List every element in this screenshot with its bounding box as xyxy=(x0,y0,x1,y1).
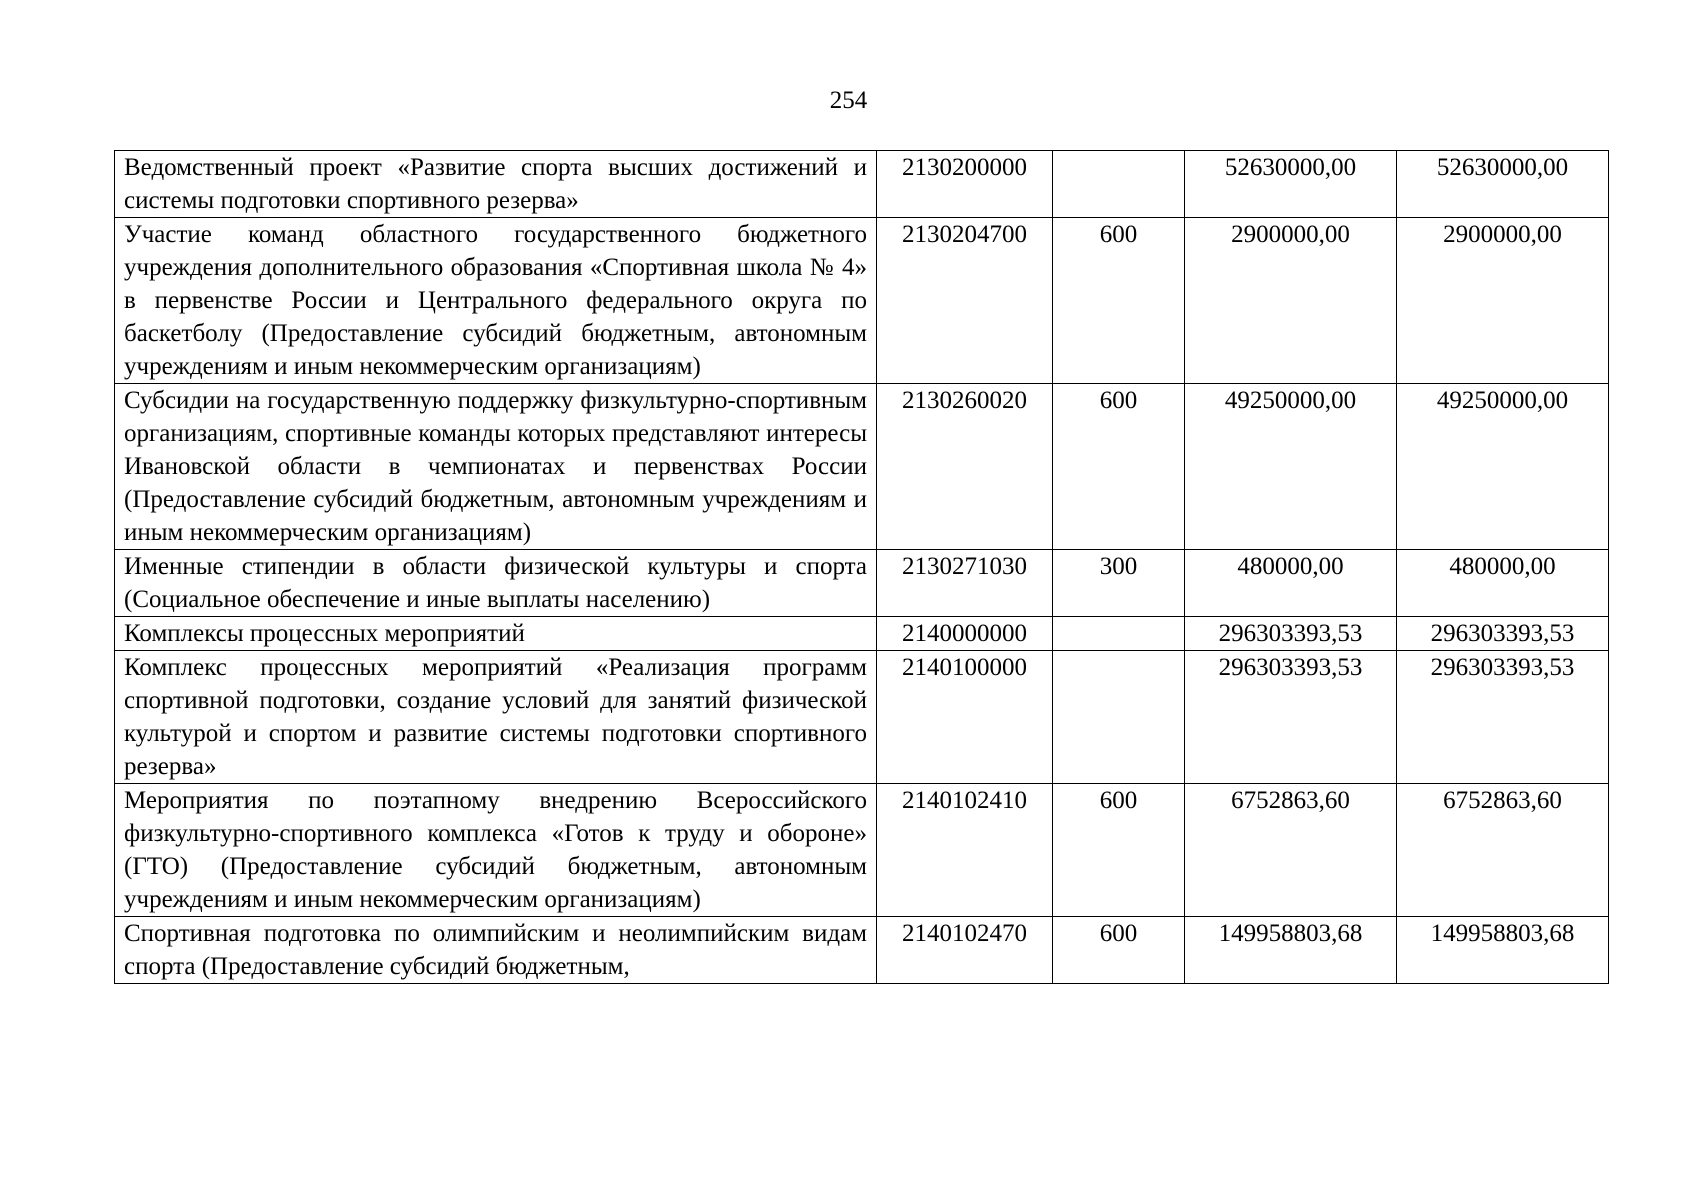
row-name-cell: Именные стипендии в области физической культуры и спорта (Социальное обеспечение и иные выплаты населению) xyxy=(115,550,877,617)
row-code-cell: 2130204700 xyxy=(877,218,1053,384)
row-name-cell: Ведомственный проект «Развитие спорта высших достижений и системы подготовки спортивного резерва» xyxy=(115,151,877,218)
row-expense-type-cell: 600 xyxy=(1053,218,1185,384)
row-expense-type-cell: 600 xyxy=(1053,384,1185,550)
row-code-cell: 2140102470 xyxy=(877,917,1053,984)
row-sum-cell: 6752863,60 xyxy=(1185,784,1397,917)
row-sum-cell: 149958803,68 xyxy=(1185,917,1397,984)
row-name-cell: Мероприятия по поэтапному внедрению Всероссийского физкультурно-спортивного комплекса «Готов к труду и обороне» (ГТО) (Предоставление субсидий бюджетным, автономным учреждениям и иным некоммерческим организациям) xyxy=(115,784,877,917)
row-sum-cell: 52630000,00 xyxy=(1397,151,1609,218)
row-name-cell: Комплекс процессных мероприятий «Реализация программ спортивной подготовки, создание условий для занятий физической культурой и спортом и развитие системы подготовки спортивного резерва» xyxy=(115,651,877,784)
row-name-cell: Комплексы процессных мероприятий xyxy=(115,617,877,651)
row-expense-type-cell xyxy=(1053,617,1185,651)
row-code-cell: 2140000000 xyxy=(877,617,1053,651)
row-sum-cell: 149958803,68 xyxy=(1397,917,1609,984)
table-row xyxy=(115,784,1609,917)
row-expense-type-cell xyxy=(1053,151,1185,218)
row-code-cell: 2130271030 xyxy=(877,550,1053,617)
row-code-cell: 2140100000 xyxy=(877,651,1053,784)
row-sum-cell: 2900000,00 xyxy=(1185,218,1397,384)
table-row xyxy=(115,550,1609,617)
row-sum-cell: 49250000,00 xyxy=(1185,384,1397,550)
budget-table xyxy=(114,150,1609,984)
row-sum-cell: 6752863,60 xyxy=(1397,784,1609,917)
row-code-cell: 2130260020 xyxy=(877,384,1053,550)
row-name-cell: Участие команд областного государственного бюджетного учреждения дополнительного образования «Спортивная школа № 4» в первенстве России и Центрального федерального округа по баскетболу (Предоставление субсидий бюджетным, автономным учреждениям и иным некоммерческим организациям) xyxy=(115,218,877,384)
row-code-cell: 2130200000 xyxy=(877,151,1053,218)
table-row xyxy=(115,384,1609,550)
table-row xyxy=(115,651,1609,784)
table-row xyxy=(115,617,1609,651)
row-expense-type-cell: 300 xyxy=(1053,550,1185,617)
row-sum-cell: 296303393,53 xyxy=(1397,617,1609,651)
table-row xyxy=(115,151,1609,218)
table-row xyxy=(115,218,1609,384)
page-number: 254 xyxy=(829,87,868,114)
row-expense-type-cell: 600 xyxy=(1053,784,1185,917)
row-sum-cell: 52630000,00 xyxy=(1185,151,1397,218)
row-sum-cell: 49250000,00 xyxy=(1397,384,1609,550)
row-sum-cell: 296303393,53 xyxy=(1185,617,1397,651)
row-sum-cell: 480000,00 xyxy=(1185,550,1397,617)
row-code-cell: 2140102410 xyxy=(877,784,1053,917)
row-sum-cell: 2900000,00 xyxy=(1397,218,1609,384)
row-expense-type-cell: 600 xyxy=(1053,917,1185,984)
row-expense-type-cell xyxy=(1053,651,1185,784)
row-name-cell: Спортивная подготовка по олимпийским и неолимпийским видам спорта (Предоставление субсидий бюджетным, xyxy=(115,917,877,984)
table-row xyxy=(115,917,1609,984)
row-name-cell: Субсидии на государственную поддержку физкультурно-спортивным организациям, спортивные команды которых представляют интересы Ивановской области в чемпионатах и первенствах России (Предоставление субсидий бюджетным, автономным учреждениям и иным некоммерческим организациям) xyxy=(115,384,877,550)
row-sum-cell: 296303393,53 xyxy=(1397,651,1609,784)
row-sum-cell: 480000,00 xyxy=(1397,550,1609,617)
row-sum-cell: 296303393,53 xyxy=(1185,651,1397,784)
